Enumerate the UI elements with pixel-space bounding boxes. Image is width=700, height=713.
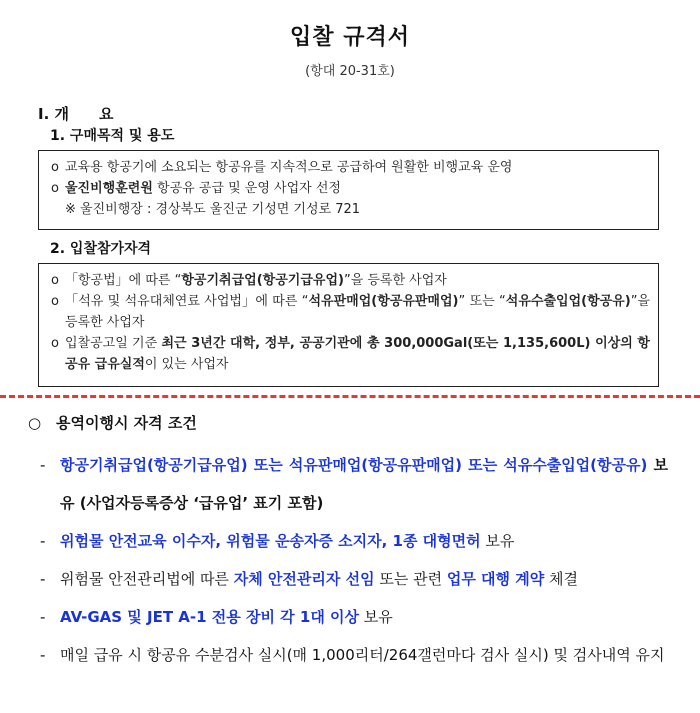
bullet-marker: o <box>51 273 59 288</box>
training-center-name: 울진비행훈련원 <box>65 181 153 196</box>
dash-marker: - <box>40 608 46 626</box>
document-number: (항대 20-31호) <box>305 64 395 79</box>
dash-marker: - <box>40 456 46 474</box>
qualification-item: o 「항공법」에 따른 “항공기취급업(항공기급유업)”을 등록한 사업자 <box>51 270 650 291</box>
bullet-marker: o <box>51 294 59 309</box>
qualification-heading: 2. 입찰참가자격 <box>50 241 152 257</box>
bullet-marker: o <box>51 160 59 175</box>
condition-item: - 매일 급유 시 항공유 수분검사 실시(매 1,000리터/264갤런마다 검사 실시) 및 검사내역 유지 <box>40 636 668 674</box>
purpose-box <box>38 150 659 230</box>
condition-item: - 위험물 안전교육 이수자, 위험물 운송자증 소지자, 1종 대형면허 보유 <box>40 522 668 560</box>
qualification-box <box>38 263 659 387</box>
purpose-text: 교육용 항공기에 소요되는 항공유를 지속적으로 공급하여 원활한 비행교육 운영 <box>65 160 513 175</box>
service-conditions-heading: ○ 용역이행시 자격 조건 <box>28 414 197 432</box>
dash-marker: - <box>40 646 46 664</box>
dash-marker: - <box>40 532 46 550</box>
condition-item: - 위험물 안전관리법에 따른 자체 안전관리자 선임 또는 관련 업무 대행 계약 체결 <box>40 560 668 598</box>
purpose-heading: 1. 구매목적 및 용도 <box>50 128 175 144</box>
purpose-item <box>51 178 650 199</box>
dash-marker: - <box>40 570 46 588</box>
qualification-item: o 입찰공고일 기준 최근 3년간 대학, 정부, 공공기관에 총 300,000Gal(또는 1,135,600L) 이상의 항공유 급유실적이 있는 사업자 <box>51 333 650 375</box>
purpose-text: 울진비행훈련원 항공유 공급 및 운영 사업자 선정 <box>65 181 341 196</box>
section-overview-heading: I. 개 요 <box>38 105 114 123</box>
service-conditions-list <box>40 446 668 674</box>
condition-item: - 항공기취급업(항공기급유업) 또는 석유판매업(항공유판매업) 또는 석유수출입업(항공유) 보유 (사업자등록증상 ‘급유업’ 표기 포함) <box>40 446 668 522</box>
circle-marker: ○ <box>28 414 42 432</box>
airport-address-note: ※ 울진비행장 : 경상북도 울진군 기성면 기성로 721 <box>65 202 361 217</box>
condition-item: - AV-GAS 및 JET A-1 전용 장비 각 1대 이상 보유 <box>40 598 668 636</box>
qualification-item: o 「석유 및 석유대체연료 사업법」에 따른 “석유판매업(항공유판매업)” 또는 “석유수출입업(항공유)”을 등록한 사업자 <box>51 291 650 333</box>
bullet-marker: o <box>51 181 59 196</box>
document-title: 입찰 규격서 <box>290 25 410 50</box>
dashed-divider <box>0 395 700 398</box>
purpose-item <box>51 157 650 178</box>
bullet-marker: o <box>51 336 59 351</box>
